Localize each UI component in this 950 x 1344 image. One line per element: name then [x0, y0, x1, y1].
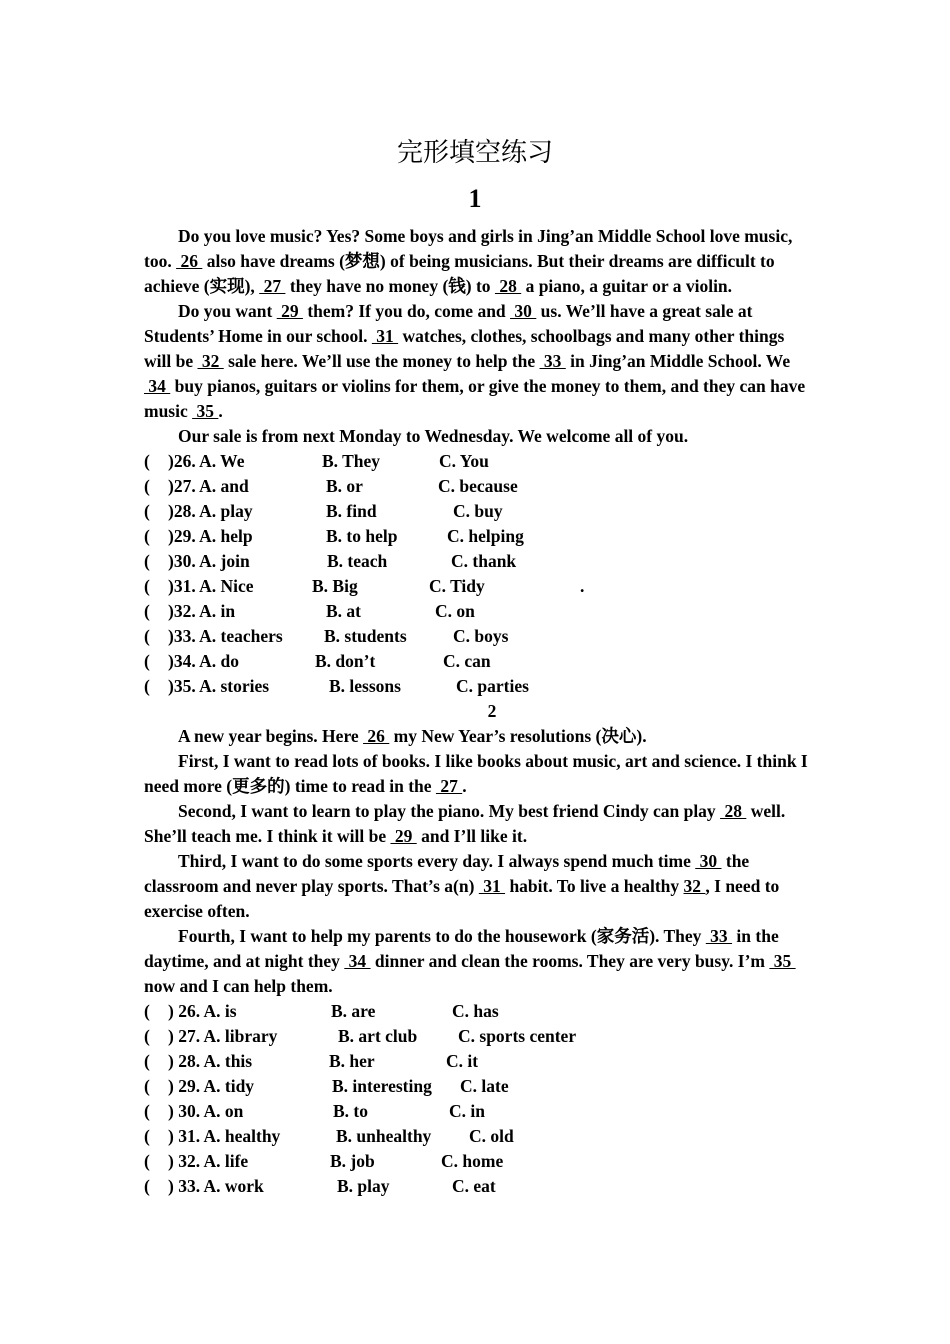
- blank-31: 31: [478, 876, 506, 896]
- option-row: ( )31. A. Nice B. Big C. Tidy .: [144, 576, 585, 596]
- option-row: ( )26. A. We B. They C. You: [144, 451, 489, 471]
- passage-1-paragraph-1: Do you love music? Yes? Some boys and girls in Jing’an Middle School love music, too. 26 also have dreams (梦想) of being musicians. But their dreams are difficult to achieve (实现), 27 they have no money (钱) to 28 a piano, a guitar or a violin.: [144, 226, 793, 296]
- document-body: [144, 224, 810, 1199]
- option-row: ( )33. A. teachers B. students C. boys: [144, 626, 509, 646]
- option-row: ( ) 32. A. life B. job C. home: [144, 1151, 504, 1171]
- blank-28: 28: [720, 801, 747, 821]
- passage-2-paragraph-5: Fourth, I want to help my parents to do the housework (家务活). They 33 in the daytime, and at night they 34 dinner and clean the rooms. They are very busy. I’m 35 now and I can help them.: [144, 926, 796, 996]
- passage-1-paragraph-3: Our sale is from next Monday to Wednesday. We welcome all of you.: [178, 426, 689, 446]
- option-row: ( ) 31. A. healthy B. unhealthy C. old: [144, 1126, 514, 1146]
- option-row: ( ) 33. A. work B. play C. eat: [144, 1176, 496, 1196]
- blank-30: 30: [510, 301, 537, 321]
- passage-2-paragraph-3: Second, I want to learn to play the piano. My best friend Cindy can play 28 well. She’ll teach me. I think it will be 29 and I’ll like it.: [144, 801, 786, 846]
- passage-2-paragraph-4: Third, I want to do some sports every day. I always spend much time 30 the classroom and never play sports. That’s a(n) 31 habit. To live a healthy 32 , I need to exercise often.: [144, 851, 780, 921]
- blank-31: 31: [371, 326, 399, 346]
- blank-33: 33: [539, 351, 566, 371]
- page-title: 完形填空练习: [396, 138, 553, 168]
- blank-35: 35: [769, 951, 796, 971]
- blank-33: 33: [705, 926, 733, 946]
- blank-27: 27: [435, 776, 463, 796]
- blank-26: 26: [363, 726, 390, 746]
- passage-2-paragraph-2: First, I want to read lots of books. I like books about music, art and science. I think I need more (更多的) time to read in the 27 .: [144, 751, 808, 796]
- option-row: ( ) 26. A. is B. are C. has: [144, 1001, 499, 1021]
- option-row: ( )29. A. help B. to help C. helping: [144, 526, 524, 546]
- option-row: ( ) 30. A. on B. to C. in: [144, 1101, 485, 1121]
- option-row: ( ) 27. A. library B. art club C. sports center: [144, 1026, 577, 1046]
- section-2-number: 2: [487, 701, 497, 721]
- blank-32: 32: [197, 351, 224, 371]
- blank-29: 29: [276, 301, 303, 321]
- passage-2-paragraph-1: A new year begins. Here 26 my New Year’s resolutions (决心).: [178, 726, 647, 746]
- option-row: ( ) 28. A. this B. her C. it: [144, 1051, 479, 1071]
- option-row: ( )34. A. do B. don’t C. can: [144, 651, 491, 671]
- blank-35: 35: [192, 401, 219, 421]
- blank-27: 27: [259, 276, 286, 296]
- blank-29: 29: [390, 826, 417, 846]
- blank-34: 34: [344, 951, 371, 971]
- options-list-1: [144, 449, 810, 699]
- section-1-number: 1: [468, 184, 482, 213]
- option-row: ( )27. A. and B. or C. because: [144, 476, 518, 496]
- blank-32: 32: [683, 876, 706, 896]
- passage-1-paragraph-2: Do you want 29 them? If you do, come and 30 us. We’ll have a great sale at Students’ Home in our school. 31 watches, clothes, schoolbags and many other things will be 32 sale here. We’ll use the money to help the 33 in Jing’an Middle School. We 34 buy pianos, guitars or violins for them, or give the money to them, and they can have music 35 .: [144, 301, 806, 421]
- options-list-2: [144, 999, 810, 1199]
- blank-34: 34: [144, 376, 171, 396]
- blank-26: 26: [176, 251, 203, 271]
- blank-30: 30: [695, 851, 722, 871]
- option-row: ( ) 29. A. tidy B. interesting C. late: [144, 1076, 509, 1096]
- option-row: ( )30. A. join B. teach C. thank: [144, 551, 517, 571]
- option-row: ( )28. A. play B. find C. buy: [144, 501, 503, 521]
- option-row: ( )35. A. stories B. lessons C. parties: [144, 676, 529, 696]
- blank-28: 28: [494, 276, 522, 296]
- option-row: ( )32. A. in B. at C. on: [144, 601, 475, 621]
